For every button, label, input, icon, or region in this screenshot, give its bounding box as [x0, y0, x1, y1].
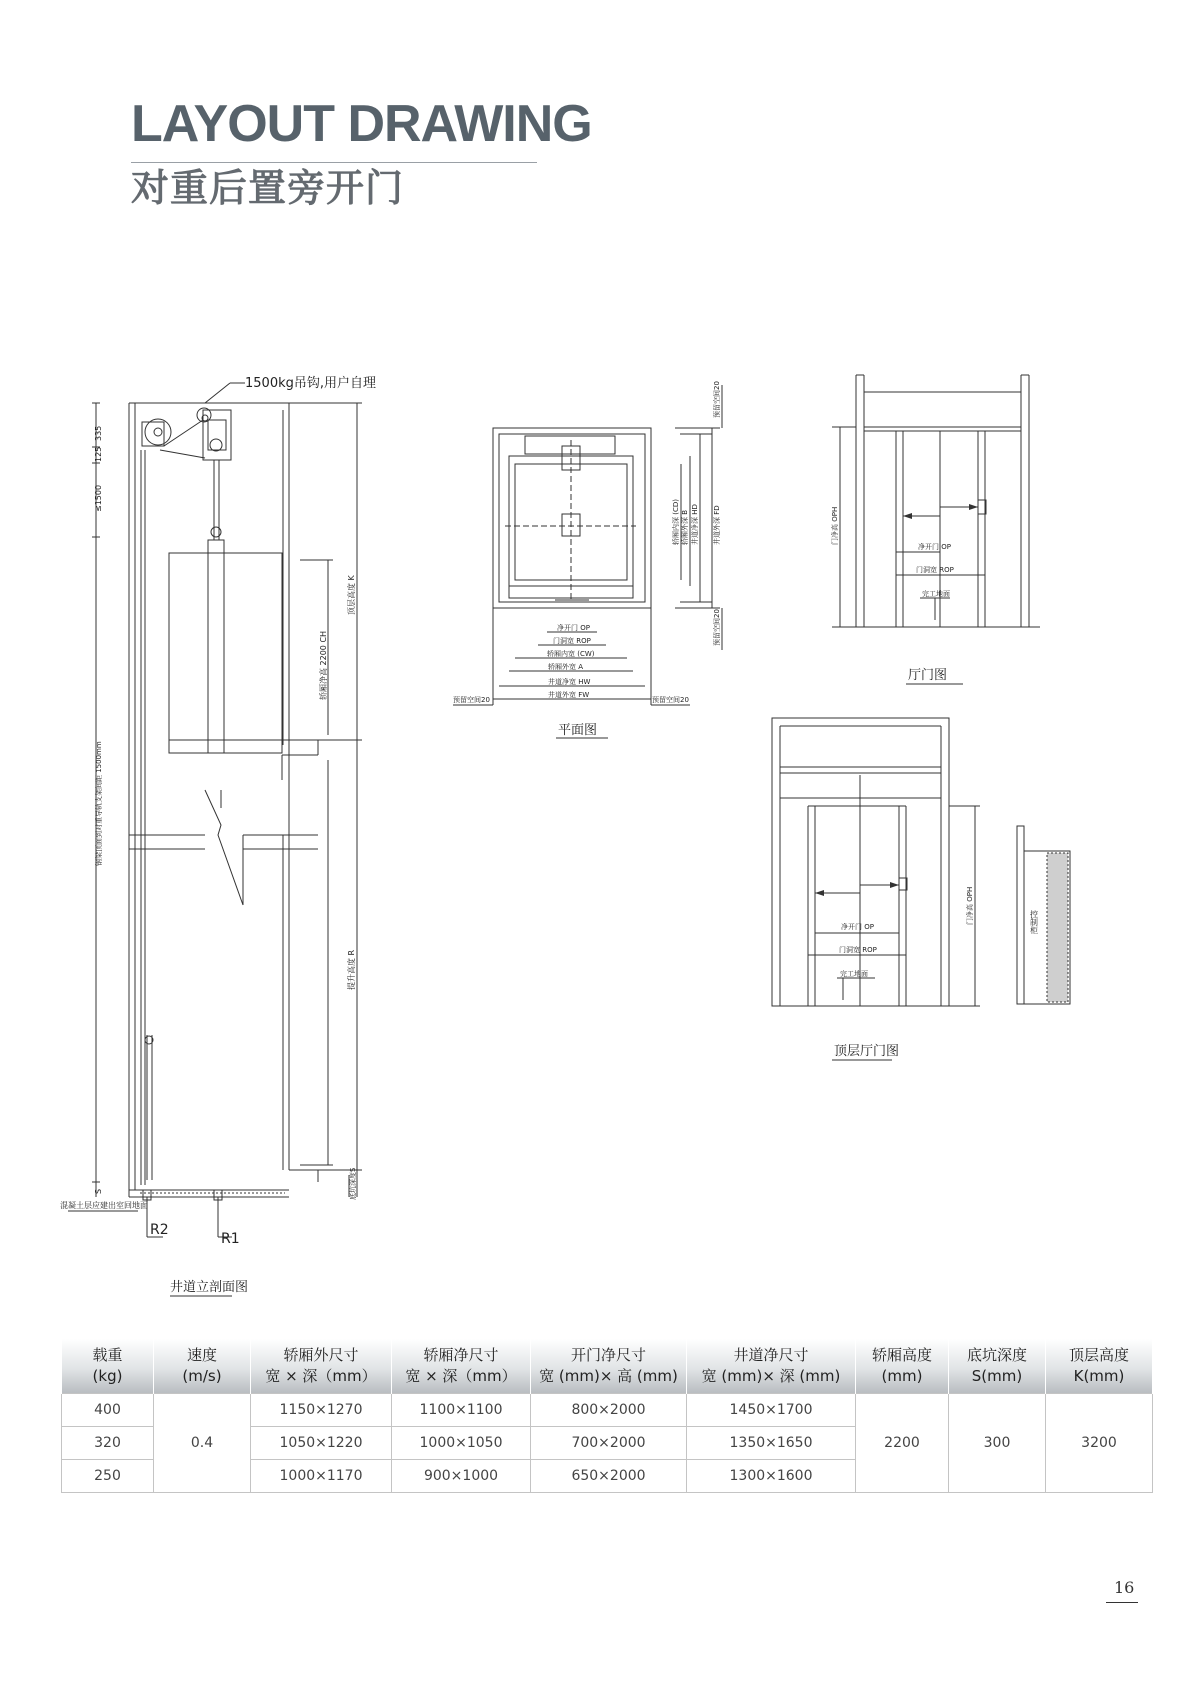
- table-row: [62, 1394, 1153, 1427]
- top-hall-op: 净开门 OP: [841, 923, 874, 931]
- dim-s: S: [94, 1188, 103, 1194]
- plan-rop: 门洞宽 ROP: [553, 637, 591, 645]
- r2-label: R2: [150, 1222, 169, 1238]
- pit-label: 底坑深度S: [349, 1167, 357, 1200]
- plan-op: 净开门 OP: [557, 624, 590, 632]
- top-hall-floor: 完工地面: [840, 970, 868, 978]
- cell-load: 250: [62, 1460, 154, 1493]
- hall-op: 净开门 OP: [918, 543, 951, 551]
- dim-1500: ≤1500: [94, 484, 103, 512]
- page-title: LAYOUT DRAWING: [131, 95, 592, 153]
- plan-a: 轿厢外宽 A: [548, 663, 584, 671]
- travel-label: 提升高度 R: [347, 949, 356, 990]
- plan-gap-bottom: 预留空间20: [713, 609, 721, 646]
- cell-load: 400: [62, 1394, 154, 1427]
- cell-shaft: 1450×1700: [687, 1394, 856, 1427]
- cell-car-inner: 1100×1100: [392, 1394, 531, 1427]
- top-height-label: 顶层高度 K: [347, 575, 356, 615]
- shaft-section-caption: 井道立剖面图: [170, 1280, 249, 1295]
- hall-door-caption: 厅门图: [908, 668, 948, 683]
- header-load: 载重 (kg): [62, 1339, 154, 1394]
- plan-caption: 平面图: [558, 723, 598, 738]
- plan-cw: 轿厢内宽 (CW): [547, 650, 595, 658]
- traction-machine: [142, 408, 231, 460]
- cell-car-inner: 1000×1050: [392, 1427, 531, 1460]
- cell-speed: 0.4: [154, 1394, 251, 1493]
- hall-door-drawing: [832, 375, 1040, 684]
- top-hall-rop: 门洞宽 ROP: [839, 946, 877, 954]
- header-car-inner: 轿厢净尺寸 宽 × 深（mm）: [392, 1339, 531, 1394]
- dim-125: 125: [94, 446, 103, 462]
- plan-hd: 井道净深 HD: [691, 504, 699, 545]
- floor-note: 混凝土层应建出室回地面: [60, 1201, 148, 1210]
- cell-car-outer: 1000×1170: [251, 1460, 392, 1493]
- header-car-height: 轿厢高度 (mm): [856, 1339, 949, 1394]
- cell-car-outer: 1150×1270: [251, 1394, 392, 1427]
- cell-top-height: 3200: [1046, 1394, 1153, 1493]
- shaft-section-drawing: [68, 383, 362, 1296]
- plan-gap-top: 预留空间20: [713, 381, 721, 418]
- header-pit-depth: 底坑深度 S(mm): [949, 1339, 1046, 1394]
- page-number-underline: [1106, 1602, 1138, 1603]
- dim-beam-gap: 钢梁顶面到对重导轨支架间距 1500mm: [95, 741, 103, 866]
- header-speed: 速度 (m/s): [154, 1339, 251, 1394]
- top-hall-oph: 门净高 OPH: [966, 886, 974, 925]
- hall-oph: 门净高 OPH: [831, 506, 839, 545]
- plan-gap-left: 预留空间20: [453, 696, 490, 704]
- control-cabinet-label: 控制柜: [1029, 910, 1039, 934]
- plan-fd: 井道外深 FD: [713, 505, 721, 545]
- cell-car-inner: 900×1000: [392, 1460, 531, 1493]
- hook-note: 1500kg吊钩,用户自理: [245, 376, 376, 391]
- car-height-label: 轿厢净高 2200 CH: [319, 630, 328, 700]
- cell-shaft: 1300×1600: [687, 1460, 856, 1493]
- cell-door: 650×2000: [531, 1460, 687, 1493]
- top-hall-door-drawing: [772, 718, 1070, 1060]
- plan-gap-right: 预留空间20: [652, 696, 689, 704]
- table-header-row: [62, 1339, 1153, 1394]
- cell-shaft: 1350×1650: [687, 1427, 856, 1460]
- cell-pit-depth: 300: [949, 1394, 1046, 1493]
- header-car-outer: 轿厢外尺寸 宽 × 深（mm）: [251, 1339, 392, 1394]
- cell-car-outer: 1050×1220: [251, 1427, 392, 1460]
- r1-label: R1: [221, 1231, 240, 1247]
- top-hall-door-caption: 顶层厅门图: [834, 1044, 900, 1059]
- cell-door: 800×2000: [531, 1394, 687, 1427]
- spec-table: [61, 1339, 1153, 1493]
- header-door: 开门净尺寸 宽 (mm)× 高 (mm): [531, 1339, 687, 1394]
- header-shaft: 井道净尺寸 宽 (mm)× 深 (mm): [687, 1339, 856, 1394]
- dim-335: 335: [94, 425, 103, 441]
- hall-floor: 完工地面: [922, 590, 950, 598]
- plan-cd: 轿厢内深 (CD): [672, 499, 680, 545]
- cell-door: 700×2000: [531, 1427, 687, 1460]
- plan-fw: 井道外宽 FW: [548, 691, 590, 699]
- plan-hw: 井道净宽 HW: [548, 678, 591, 686]
- page-subtitle: 对重后置旁开门: [131, 166, 405, 210]
- cell-car-height: 2200: [856, 1394, 949, 1493]
- hall-rop: 门洞宽 ROP: [916, 566, 954, 574]
- plan-b: 轿厢外深 B: [681, 509, 689, 545]
- cell-load: 320: [62, 1427, 154, 1460]
- page-number: 16: [1114, 1578, 1135, 1597]
- header-top-height: 顶层高度 K(mm): [1046, 1339, 1153, 1394]
